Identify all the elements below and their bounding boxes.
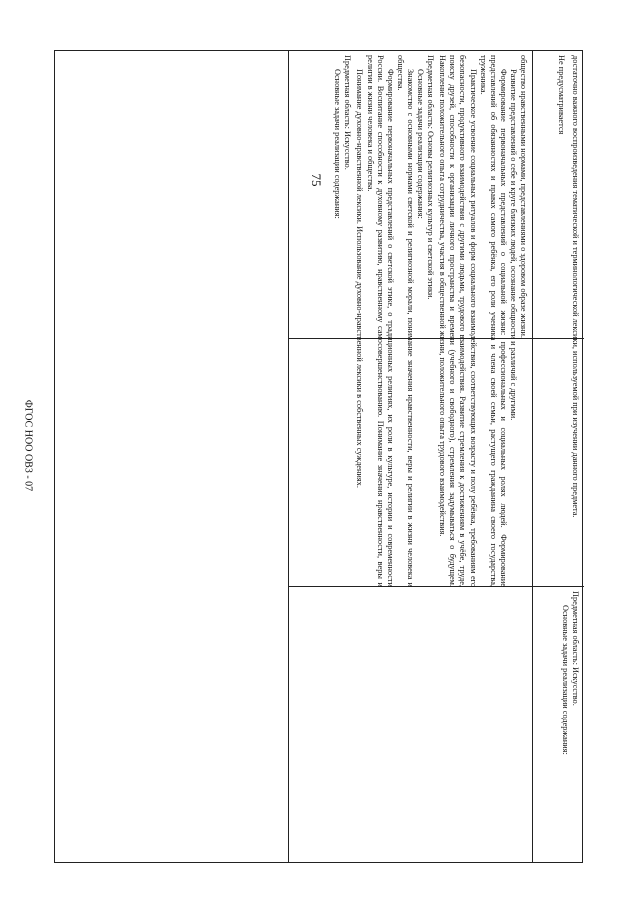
tasks-heading-right: Основные задачи реализации содержания: (560, 605, 570, 755)
subject-art: Предметная область: Искусство. (343, 55, 353, 170)
document-code: ФГОС НОО ОВЗ - 07 (22, 399, 34, 492)
right-column-text (553, 51, 583, 591)
text-line: Понимание духовно-нравственной лексики. Использование духовно-нравственной лексики в собственных суждениях. (355, 69, 365, 488)
right-column-bottom (533, 587, 583, 862)
text-line: Развитие представлений о себе и круге близких людей, осознание общности и различий с другими. (508, 69, 518, 421)
right-top-text: достаточно важного воспроизведения тематической и терминологической лексики, используемой при изучении данного предмета. (571, 55, 580, 518)
tasks-heading: Основные задачи реализации содержания: (416, 69, 426, 219)
table-frame (54, 50, 583, 863)
subject-art-right: Предметная область: Искусство. (571, 591, 580, 706)
text-line: общество нравственными нормами, представлениями о здоровом образе жизни. (519, 55, 528, 338)
not-provided: Не предусматривается (556, 55, 566, 135)
left-column (289, 51, 531, 862)
text-line: Формирование первоначальных представлений о социальной жизни: профессиональных и социальных ролях людей. Формирование представлений об обязанностях и правах самого ребёнка, его роли ученика и члена своей семьи, растущего гражданина своего государства, труженика. (478, 55, 508, 587)
left-column-text (329, 51, 531, 591)
page-number: 75 (309, 173, 324, 187)
text-line: Знакомство с основными нормами светской и религиозной морали, понимание значения нравственности, веры и религии в жизни человека и общества. (395, 55, 415, 587)
text-line: Формирование первоначальных представлений о светской этике, о традиционных религиях, их роли в культуре, истории и современности России. Воспитание способности к духовному развитию, нравственному самосовершенствованию. Понимание значения нравственности, веры и религии в жизни человека и общества. (365, 55, 395, 587)
right-column-bottom-text (557, 587, 583, 862)
tasks-heading-2: Основные задачи реализации содержания: (333, 69, 343, 219)
subject-religion: Предметная область: Основы религиозных культур и светской этики. (426, 55, 436, 300)
text-line: Практическое усвоение социальных ритуалов и форм социального взаимодействия, соответствующих возрасту и полу ребёнка, требованиям его безопасности, продуктивного взаимодействия с другими людьми, трудового взаимодействия. Развитие стремления к достижениям в учёбе, труде, поиску друзей, способности к организации личного пространства и времени (учебного и свободного), стремления задумываться о будущем. Накопление положительного опыта сотрудничества, участия в общественной жизни, положительного опыта трудового взаимодействия. (438, 55, 478, 587)
